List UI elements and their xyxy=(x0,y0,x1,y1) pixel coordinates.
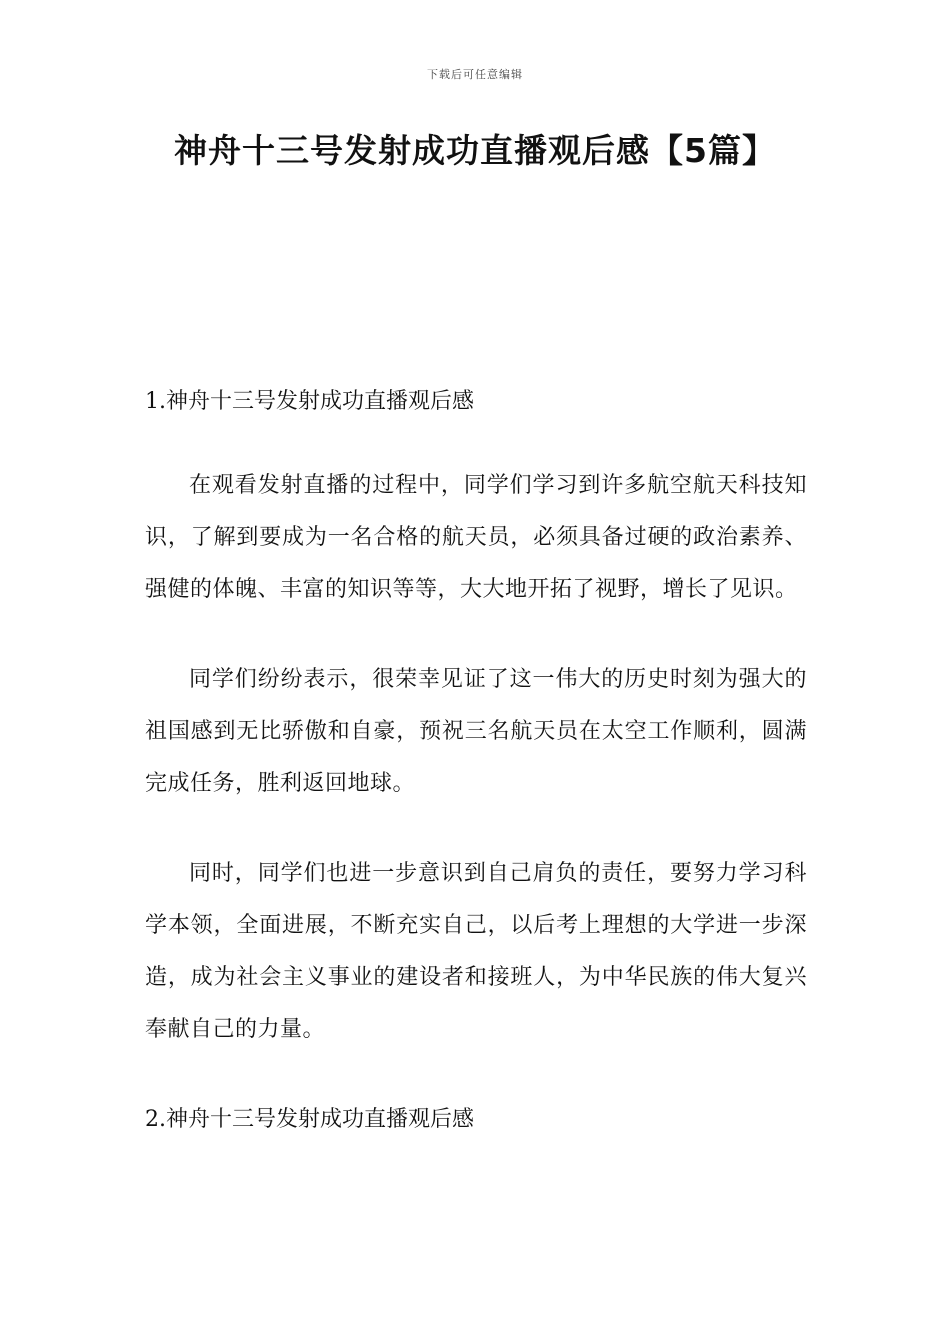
document-body xyxy=(145,376,807,1146)
paragraph: 同时，同学们也进一步意识到自己肩负的责任，要努力学习科学本领，全面进展，不断充实自己，以后考上理想的大学进一步深造，成为社会主义事业的建设者和接班人，为中华民族的伟大复兴奉献自己的力量。 xyxy=(145,861,807,1042)
paragraph: 同学们纷纷表示，很荣幸见证了这一伟大的历史时刻为强大的祖国感到无比骄傲和自豪，预祝三名航天员在太空工作顺利，圆满完成任务，胜利返回地球。 xyxy=(145,667,807,796)
paragraph: 在观看发射直播的过程中，同学们学习到许多航空航天科技知识，了解到要成为一名合格的航天员，必须具备过硬的政治素养、强健的体魄、丰富的知识等等，大大地开拓了视野，增长了见识。 xyxy=(145,473,807,602)
section-heading-1: 1.神舟十三号发射成功直播观后感 xyxy=(145,389,474,414)
document-title: 神舟十三号发射成功直播观后感【5篇】 xyxy=(174,131,776,170)
section-heading-2: 2.神舟十三号发射成功直播观后感 xyxy=(145,1107,474,1132)
header-note: 下载后可任意编辑 xyxy=(427,68,523,81)
